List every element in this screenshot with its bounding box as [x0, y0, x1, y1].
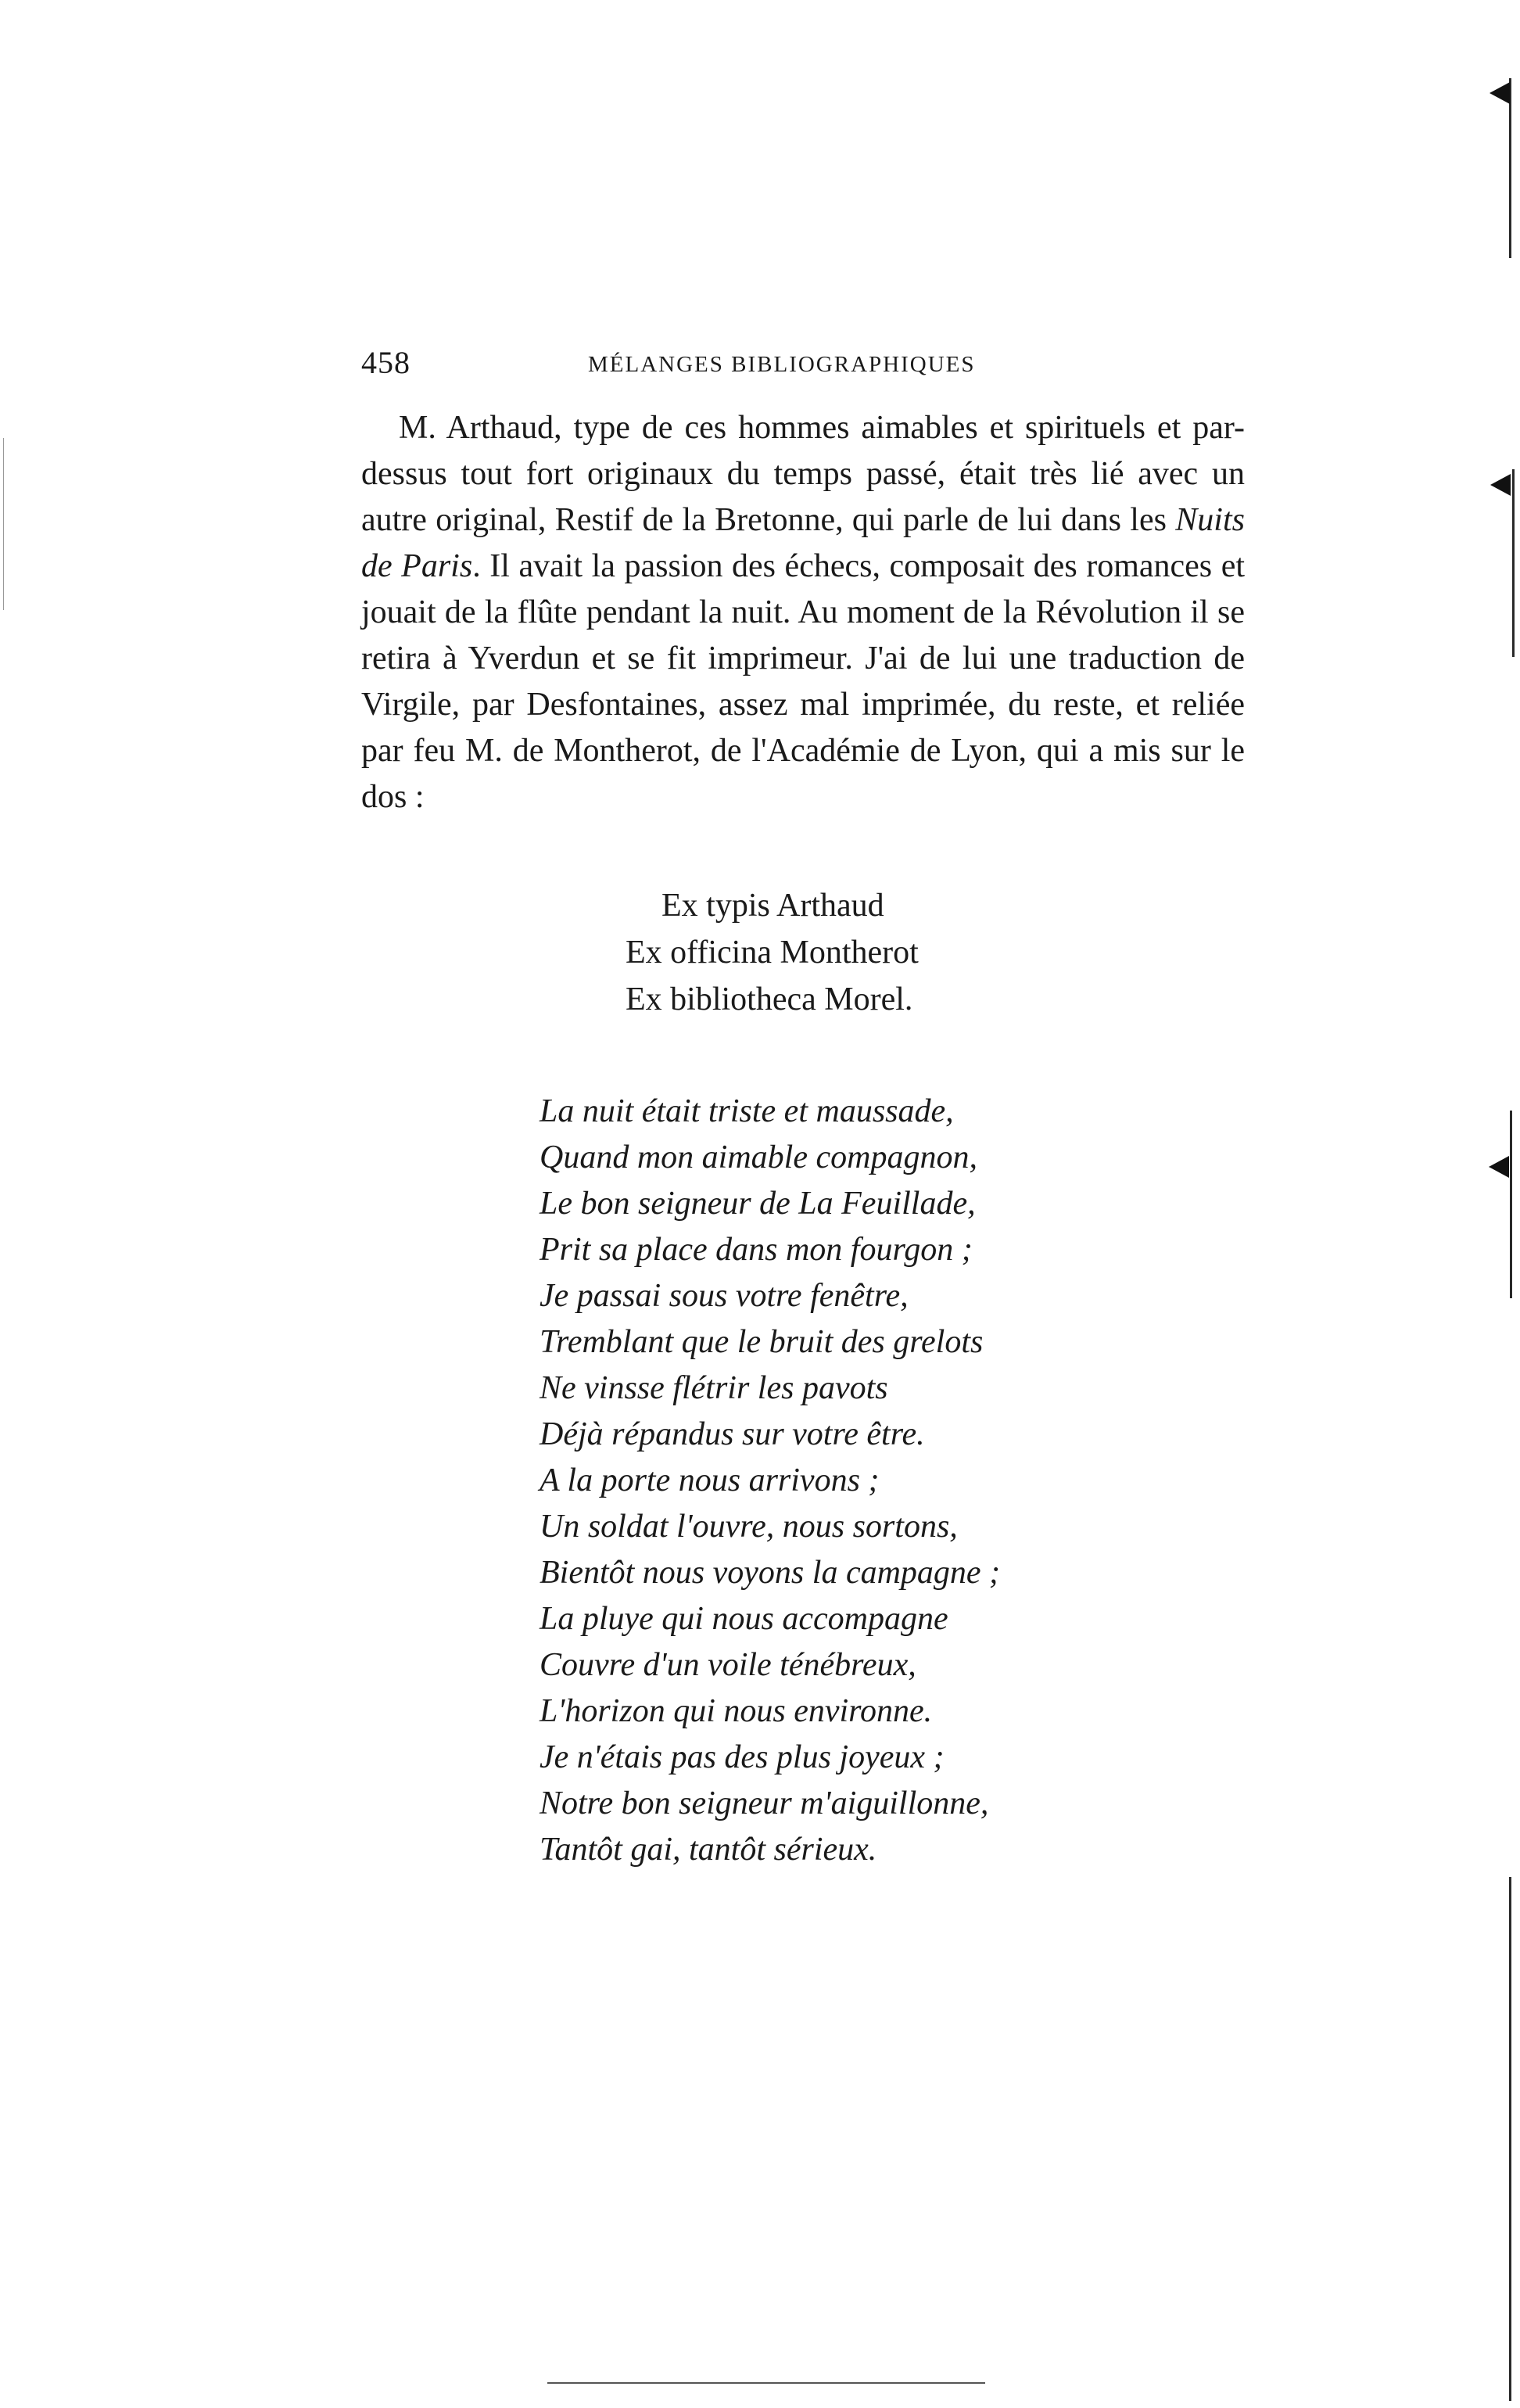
poem-line: A la porte nous arrivons ;	[540, 1462, 880, 1498]
inscription-line-2: Ex officina Montherot	[626, 935, 919, 971]
scan-edge-mark	[1489, 1156, 1509, 1178]
poem-line: L'horizon qui nous environne.	[540, 1693, 933, 1729]
paragraph-text-end: . Il avait la passion des échecs, composait des romances et jouait de la flûte pendant la nuit. Au moment de la Révolution il se retira à Yverdun et se fit imprimeur. J'ai de lui une traduction de Virgile, par Desfontaines, assez mal imprimée, du reste, et reliée par feu M. de Montherot, de l'Académie de Lyon, qui a mis sur le dos :	[361, 548, 1245, 815]
running-title: MÉLANGES BIBLIOGRAPHIQUES	[588, 352, 976, 377]
poem-line: Ne vinsse flétrir les pavots	[540, 1370, 888, 1406]
poem-line: Un soldat l'ouvre, nous sortons,	[540, 1509, 958, 1545]
scan-edge-right-2	[1512, 469, 1515, 657]
page-header	[361, 344, 1253, 391]
scan-edge-left	[3, 438, 4, 610]
poem-line: La pluye qui nous accompagne	[540, 1601, 948, 1637]
scan-edge-mark	[1490, 474, 1511, 496]
poem-line: Déjà répandus sur votre être.	[540, 1416, 925, 1452]
inscription-line-3: Ex bibliotheca Morel.	[626, 982, 913, 1017]
poem-line: Notre bon seigneur m'aiguillonne,	[540, 1785, 989, 1821]
poem-line: Le bon seigneur de La Feuillade,	[540, 1186, 976, 1222]
book-title-nuits-de-paris: Nuits de Paris	[361, 502, 1245, 584]
paragraph-text-start: M. Arthaud, type de ces hommes aimables et spirituels et par-dessus tout fort originaux du temps passé, était très lié avec un autre original, Restif de la Bretonne, qui parle de lui dans les	[361, 410, 1245, 538]
poem-line: Tremblant que le bruit des grelots	[540, 1324, 984, 1360]
poem-line: Bientôt nous voyons la campagne ;	[540, 1555, 1001, 1591]
poem-line: Quand mon aimable compagnon,	[540, 1139, 977, 1175]
inscription-line-1: Ex typis Arthaud	[661, 888, 884, 924]
poem-line: Je passai sous votre fenêtre,	[540, 1278, 909, 1314]
poem-line: Je n'étais pas des plus joyeux ;	[540, 1739, 945, 1775]
spine-inscription	[626, 882, 919, 1023]
poem-line: Prit sa place dans mon fourgon ;	[540, 1232, 973, 1268]
poem-line: Couvre d'un voile ténébreux,	[540, 1647, 916, 1683]
scan-edge-right-4	[1509, 1877, 1511, 2401]
body-paragraph	[361, 405, 1245, 820]
poem-line: La nuit était triste et maussade,	[540, 1093, 954, 1129]
scan-edge-mark	[1490, 82, 1510, 104]
poem-line: Tantôt gai, tantôt sérieux.	[540, 1832, 877, 1868]
scan-edge-right-3	[1510, 1111, 1512, 1298]
page-number: 458	[361, 345, 410, 380]
scan-edge-right-1	[1509, 78, 1511, 258]
scan-bottom-rule	[547, 2382, 985, 2384]
poem	[540, 1089, 1000, 1873]
